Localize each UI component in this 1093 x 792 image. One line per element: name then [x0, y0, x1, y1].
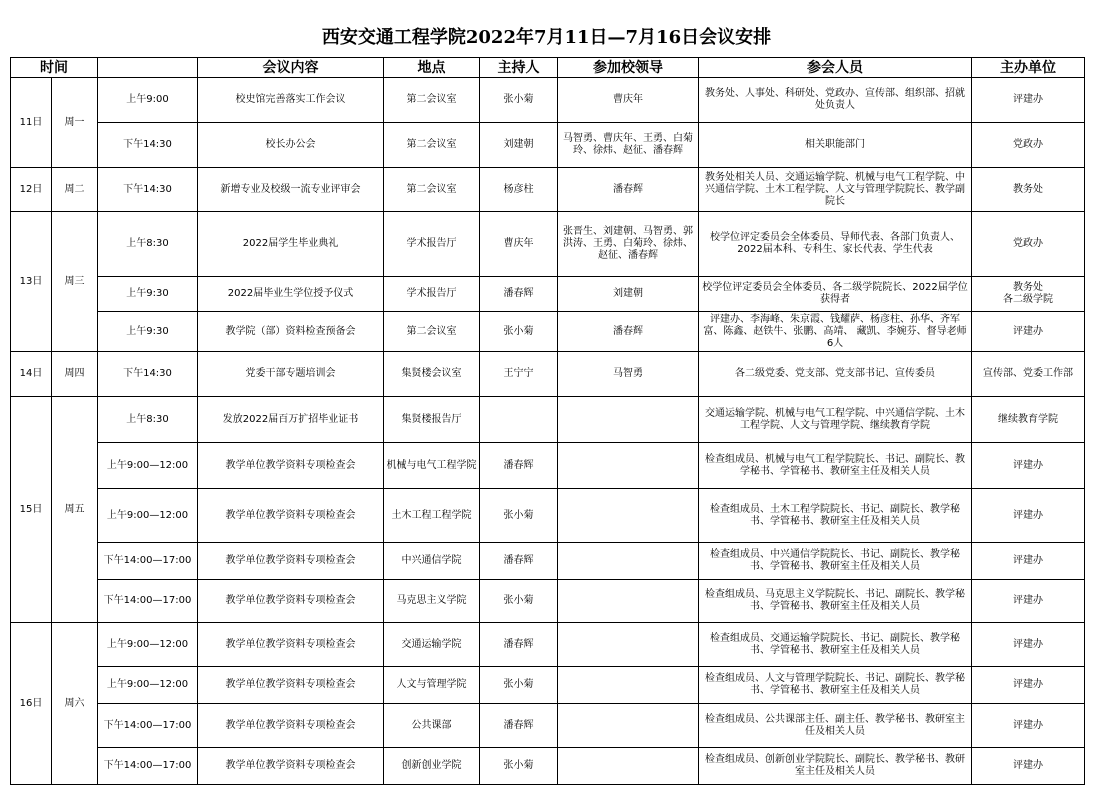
table-row	[11, 667, 1085, 704]
host-cell: 张小菊	[480, 489, 558, 543]
time-cell: 下午14:00—17:00	[98, 543, 198, 580]
host-cell: 曹庆年	[480, 212, 558, 277]
host-cell: 潘春辉	[480, 443, 558, 489]
leaders-cell	[558, 580, 699, 623]
organizer-cell: 评建办	[972, 489, 1085, 543]
header-time: 时间	[11, 58, 98, 78]
attendees-cell: 各二级党委、党支部、党支部书记、宣传委员	[699, 352, 972, 397]
content-cell: 校史馆完善落实工作会议	[198, 78, 384, 123]
time-cell: 上午9:00—12:00	[98, 443, 198, 489]
attendees-cell: 检查组成员、机械与电气工程学院院长、书记、副院长、教学秘书、学管秘书、教研室主任及相关人员	[699, 443, 972, 489]
header-leaders: 参加校领导	[558, 58, 699, 78]
schedule-table	[10, 57, 1085, 785]
attendees-cell: 评建办、李海峰、朱京霞、钱耀萨、杨彦柱、孙华、齐军富、陈鑫、赵铁牛、张鹏、高靖、 藏凯、李婉芬、督导老师6人	[699, 312, 972, 352]
content-cell: 发放2022届百万扩招毕业证书	[198, 397, 384, 443]
day-date: 16日	[11, 623, 52, 785]
leaders-cell	[558, 704, 699, 748]
table-row	[11, 168, 1085, 212]
leaders-cell	[558, 489, 699, 543]
leaders-cell: 马智勇、曹庆年、王勇、白菊玲、徐炜、赵征、潘春辉	[558, 123, 699, 168]
host-cell	[480, 397, 558, 443]
content-cell: 校长办公会	[198, 123, 384, 168]
organizer-cell: 评建办	[972, 667, 1085, 704]
attendees-cell: 检查组成员、马克思主义学院院长、书记、副院长、教学秘书、学管秘书、教研室主任及相关人员	[699, 580, 972, 623]
content-cell: 2022届毕业生学位授予仪式	[198, 277, 384, 312]
attendees-cell: 教务处、人事处、科研处、党政办、宣传部、组织部、招就处负责人	[699, 78, 972, 123]
location-cell: 第二会议室	[384, 123, 480, 168]
table-row	[11, 489, 1085, 543]
time-cell: 上午9:00—12:00	[98, 489, 198, 543]
page-title: 西安交通工程学院2022年7月11日—7月16日会议安排	[321, 27, 772, 48]
organizer-cell: 教务处 各二级学院	[972, 277, 1085, 312]
leaders-cell: 张晋生、刘建朝、马智勇、郭洪涛、王勇、白菊玲、徐炜、赵征、潘春辉	[558, 212, 699, 277]
organizer-cell: 评建办	[972, 443, 1085, 489]
host-cell: 潘春辉	[480, 704, 558, 748]
location-cell: 第二会议室	[384, 78, 480, 123]
header-location: 地点	[384, 58, 480, 78]
attendees-cell: 检查组成员、创新创业学院院长、副院长、教学秘书、教研室主任及相关人员	[699, 748, 972, 785]
table-row	[11, 312, 1085, 352]
content-cell: 教学单位教学资料专项检查会	[198, 667, 384, 704]
location-cell: 公共课部	[384, 704, 480, 748]
time-cell: 下午14:30	[98, 352, 198, 397]
time-cell: 下午14:00—17:00	[98, 580, 198, 623]
host-cell: 潘春辉	[480, 543, 558, 580]
location-cell: 第二会议室	[384, 312, 480, 352]
time-cell: 上午9:00—12:00	[98, 623, 198, 667]
location-cell: 马克思主义学院	[384, 580, 480, 623]
leaders-cell	[558, 748, 699, 785]
content-cell: 教学单位教学资料专项检查会	[198, 489, 384, 543]
time-cell: 上午9:30	[98, 312, 198, 352]
content-cell: 教学单位教学资料专项检查会	[198, 748, 384, 785]
host-cell: 张小菊	[480, 312, 558, 352]
organizer-cell: 评建办	[972, 748, 1085, 785]
time-cell: 上午9:00—12:00	[98, 667, 198, 704]
table-row	[11, 704, 1085, 748]
content-cell: 教学单位教学资料专项检查会	[198, 623, 384, 667]
content-cell: 教学单位教学资料专项检查会	[198, 543, 384, 580]
organizer-cell: 评建办	[972, 704, 1085, 748]
attendees-cell: 检查组成员、土木工程学院院长、书记、副院长、教学秘书、学管秘书、教研室主任及相关人员	[699, 489, 972, 543]
organizer-cell: 党政办	[972, 123, 1085, 168]
content-cell: 新增专业及校级一流专业评审会	[198, 168, 384, 212]
time-cell: 上午8:30	[98, 397, 198, 443]
attendees-cell: 校学位评定委员会全体委员、导师代表、各部门负责人、2022届本科、专科生、家长代表、学生代表	[699, 212, 972, 277]
attendees-cell: 交通运输学院、机械与电气工程学院、中兴通信学院、土木工程学院、人文与管理学院、继续教育学院	[699, 397, 972, 443]
leaders-cell	[558, 397, 699, 443]
location-cell: 交通运输学院	[384, 623, 480, 667]
day-date: 11日	[11, 78, 52, 168]
content-cell: 教学院（部）资料检查预备会	[198, 312, 384, 352]
table-row	[11, 212, 1085, 277]
header-time-slot	[98, 58, 198, 78]
host-cell: 刘建朝	[480, 123, 558, 168]
host-cell: 潘春辉	[480, 623, 558, 667]
location-cell: 机械与电气工程学院	[384, 443, 480, 489]
leaders-cell	[558, 443, 699, 489]
content-cell: 党委干部专题培训会	[198, 352, 384, 397]
attendees-cell: 检查组成员、中兴通信学院院长、书记、副院长、教学秘书、学管秘书、教研室主任及相关人员	[699, 543, 972, 580]
host-cell: 潘春辉	[480, 277, 558, 312]
organizer-cell: 评建办	[972, 78, 1085, 123]
leaders-cell: 潘春辉	[558, 312, 699, 352]
leaders-cell	[558, 667, 699, 704]
organizer-cell: 评建办	[972, 312, 1085, 352]
host-cell: 王宁宁	[480, 352, 558, 397]
organizer-cell: 评建办	[972, 623, 1085, 667]
day-date: 15日	[11, 397, 52, 623]
time-cell: 上午8:30	[98, 212, 198, 277]
location-cell: 集贤楼会议室	[384, 352, 480, 397]
leaders-cell: 马智勇	[558, 352, 699, 397]
time-cell: 下午14:30	[98, 123, 198, 168]
day-weekday: 周二	[52, 168, 98, 212]
time-cell: 下午14:00—17:00	[98, 748, 198, 785]
attendees-cell: 相关职能部门	[699, 123, 972, 168]
table-row	[11, 580, 1085, 623]
day-weekday: 周三	[52, 212, 98, 352]
day-weekday: 周四	[52, 352, 98, 397]
organizer-cell: 继续教育学院	[972, 397, 1085, 443]
day-date: 13日	[11, 212, 52, 352]
organizer-cell: 党政办	[972, 212, 1085, 277]
table-row	[11, 78, 1085, 123]
host-cell: 杨彦柱	[480, 168, 558, 212]
header-row	[11, 58, 1085, 78]
host-cell: 张小菊	[480, 78, 558, 123]
location-cell: 创新创业学院	[384, 748, 480, 785]
organizer-cell: 宣传部、党委工作部	[972, 352, 1085, 397]
content-cell: 2022届学生毕业典礼	[198, 212, 384, 277]
table-row	[11, 623, 1085, 667]
table-row	[11, 397, 1085, 443]
header-attendees: 参会人员	[699, 58, 972, 78]
location-cell: 集贤楼报告厅	[384, 397, 480, 443]
leaders-cell: 曹庆年	[558, 78, 699, 123]
header-content: 会议内容	[198, 58, 384, 78]
attendees-cell: 检查组成员、公共课部主任、副主任、教学秘书、教研室主任及相关人员	[699, 704, 972, 748]
table-row	[11, 748, 1085, 785]
table-row	[11, 543, 1085, 580]
location-cell: 中兴通信学院	[384, 543, 480, 580]
day-weekday: 周一	[52, 78, 98, 168]
day-weekday: 周六	[52, 623, 98, 785]
time-cell: 下午14:30	[98, 168, 198, 212]
day-date: 14日	[11, 352, 52, 397]
organizer-cell: 教务处	[972, 168, 1085, 212]
leaders-cell: 潘春辉	[558, 168, 699, 212]
location-cell: 学术报告厅	[384, 212, 480, 277]
header-organizer: 主办单位	[972, 58, 1085, 78]
content-cell: 教学单位教学资料专项检查会	[198, 580, 384, 623]
day-date: 12日	[11, 168, 52, 212]
header-host: 主持人	[480, 58, 558, 78]
attendees-cell: 检查组成员、交通运输学院院长、书记、副院长、教学秘书、学管秘书、教研室主任及相关人员	[699, 623, 972, 667]
content-cell: 教学单位教学资料专项检查会	[198, 443, 384, 489]
attendees-cell: 检查组成员、人文与管理学院院长、书记、副院长、教学秘书、学管秘书、教研室主任及相关人员	[699, 667, 972, 704]
table-row	[11, 443, 1085, 489]
location-cell: 第二会议室	[384, 168, 480, 212]
organizer-cell: 评建办	[972, 580, 1085, 623]
table-row	[11, 352, 1085, 397]
time-cell: 上午9:00	[98, 78, 198, 123]
location-cell: 人文与管理学院	[384, 667, 480, 704]
leaders-cell	[558, 543, 699, 580]
time-cell: 下午14:00—17:00	[98, 704, 198, 748]
attendees-cell: 教务处相关人员、交通运输学院、机械与电气工程学院、中兴通信学院、土木工程学院、人文与管理学院院长、教学副院长	[699, 168, 972, 212]
content-cell: 教学单位教学资料专项检查会	[198, 704, 384, 748]
attendees-cell: 校学位评定委员会全体委员、各二级学院院长、2022届学位获得者	[699, 277, 972, 312]
host-cell: 张小菊	[480, 667, 558, 704]
leaders-cell: 刘建朝	[558, 277, 699, 312]
table-row	[11, 123, 1085, 168]
host-cell: 张小菊	[480, 580, 558, 623]
time-cell: 上午9:30	[98, 277, 198, 312]
location-cell: 学术报告厅	[384, 277, 480, 312]
organizer-cell: 评建办	[972, 543, 1085, 580]
host-cell: 张小菊	[480, 748, 558, 785]
leaders-cell	[558, 623, 699, 667]
location-cell: 土木工程工程学院	[384, 489, 480, 543]
table-row	[11, 277, 1085, 312]
day-weekday: 周五	[52, 397, 98, 623]
